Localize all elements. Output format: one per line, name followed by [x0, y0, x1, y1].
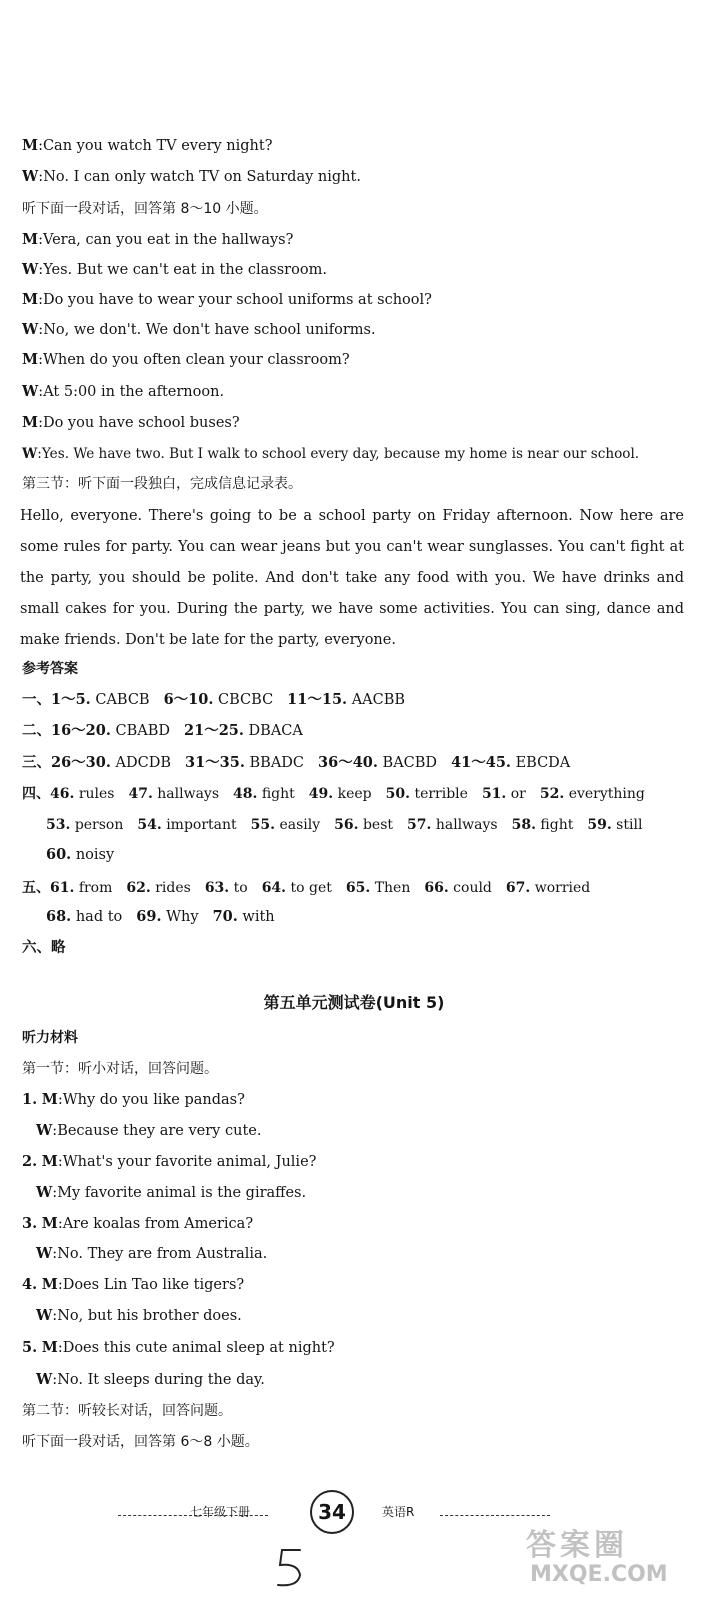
dialogue-question: 5. M:Does this cute animal sleep at night?	[22, 1339, 335, 1356]
answer-row-three: 三、26～30. ADCDB 31～35. BBADC 36～40. BACBD 41～45. EBCDA	[22, 754, 571, 771]
listening-title: 听力材料	[22, 1030, 78, 1046]
watermark-url: MXQE.COM	[530, 1562, 668, 1587]
answer-row-five-b: 68. had to 69. Why 70. with	[46, 908, 275, 925]
watermark-text: 答案圈	[526, 1528, 628, 1563]
answer-row-one: 一、1～5. CABCB 6～10. CBCBC 11～15. AACBB	[22, 691, 406, 708]
dialogue-question: 4. M:Does Lin Tao like tigers?	[22, 1276, 245, 1293]
answer-row-five-a: 五、61. from 62. rides 63. to 64. to get 65. Then 66. could 67. worried	[22, 880, 591, 896]
answer-row-four-a: 四、46. rules 47. hallways 48. fight 49. keep 50. terrible 51. or 52. everything	[22, 786, 645, 802]
page-number: 34	[310, 1490, 354, 1534]
dialogue-line: M:Do you have school buses?	[22, 414, 240, 431]
dialogue-answer: W:No. They are from Australia.	[36, 1245, 268, 1262]
answer-row-four-c: 60. noisy	[46, 846, 115, 863]
handwritten-mark-icon	[270, 1545, 310, 1590]
section1-title: 第一节：听小对话，回答问题。	[22, 1061, 218, 1077]
dialogue-question: 2. M:What's your favorite animal, Julie?	[22, 1153, 317, 1170]
dialogue-line: M:Do you have to wear your school uniforms at school?	[22, 291, 432, 308]
footer-grade: 七年级下册	[190, 1505, 251, 1519]
footer-dashed-line-right	[440, 1515, 550, 1516]
dialogue-line: M:Vera, can you eat in the hallways?	[22, 231, 294, 248]
dialogue-line: W:At 5:00 in the afternoon.	[22, 383, 225, 400]
watermark-logo	[520, 1520, 700, 1590]
answer-row-four-b: 53. person 54. important 55. easily 56. best 57. hallways 58. fight 59. still	[46, 817, 643, 833]
dialogue-line: W:Yes. We have two. But I walk to school every day, because my home is near our school.	[22, 446, 640, 462]
dialogue-question: 3. M:Are koalas from America?	[22, 1215, 254, 1232]
dialogue-line: W:Yes. But we can't eat in the classroom.	[22, 261, 327, 278]
answer-row-six: 六、略	[22, 940, 66, 956]
dialogue-answer: W:No, but his brother does.	[36, 1307, 242, 1324]
footer-subject: 英语R	[382, 1505, 415, 1519]
section2-title: 第二节：听较长对话，回答问题。	[22, 1403, 232, 1419]
dialogue-question: 1. M:Why do you like pandas?	[22, 1091, 245, 1108]
dialogue-answer: W:No. It sleeps during the day.	[36, 1371, 265, 1388]
answers-title: 参考答案	[22, 661, 78, 677]
monologue-paragraph: Hello, everyone. There's going to be a school party on Friday afternoon. Now here are some rules for party. You can wear jeans but you can't wear sunglasses. You can't fight at the party, you should be polite. And don't take any food with you. We have drinks and small cakes for you. During the party, we have some activities. You can sing, dance and make friends. Don't be late for the party, everyone.	[20, 508, 684, 648]
unit5-title: 第五单元测试卷(Unit 5)	[263, 993, 445, 1012]
section3-title: 第三节：听下面一段独白，完成信息记录表。	[22, 476, 302, 492]
instruction-6-8: 听下面一段对话，回答第 6～8 小题。	[22, 1434, 259, 1450]
dialogue-line: M:Can you watch TV every night?	[22, 137, 273, 154]
dialogue-line: M:When do you often clean your classroom?	[22, 351, 350, 368]
dialogue-answer: W:My favorite animal is the giraffes.	[36, 1184, 307, 1201]
answer-row-two: 二、16～20. CBABD 21～25. DBACA	[22, 722, 303, 739]
dialogue-line: W:No, we don't. We don't have school uniforms.	[22, 321, 376, 338]
dialogue-answer: W:Because they are very cute.	[36, 1122, 262, 1139]
instruction-8-10: 听下面一段对话，回答第 8～10 小题。	[22, 201, 268, 217]
dialogue-line: W:No. I can only watch TV on Saturday night.	[22, 168, 361, 185]
